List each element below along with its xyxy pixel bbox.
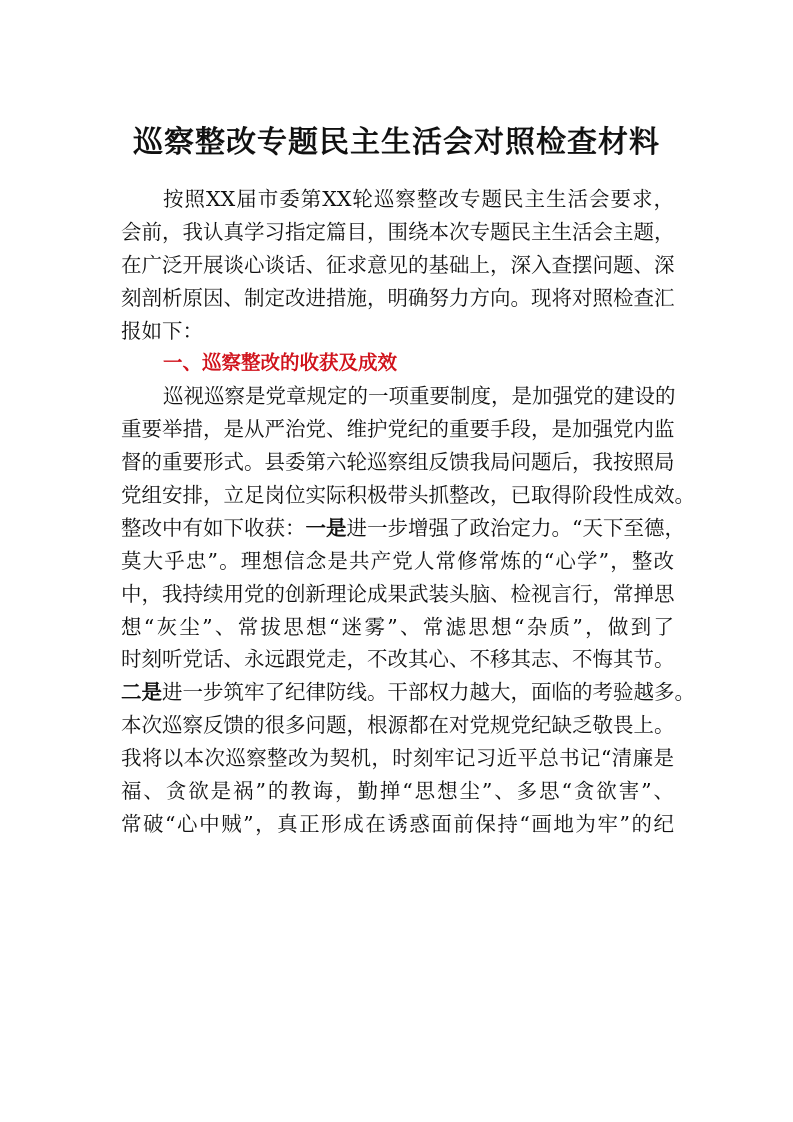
document-body <box>121 183 695 841</box>
paragraph-line: 常破“心中贼”，真正形成在诱惑面前保持“画地为牢”的纪 <box>121 811 674 836</box>
text-run: 进一步增强了政治定力。“天下至德， <box>346 515 685 540</box>
paragraph-line: 莫大乎忠”。理想信念是共产党人常修常炼的“心学”，整改 <box>121 548 674 573</box>
intro-line: 在广泛开展谈心谈话、征求意见的基础上，深入查摆问题、深 <box>121 252 675 277</box>
document-title: 巡察整改专题民主生活会对照检查材料 <box>133 125 660 160</box>
paragraph-line: 督的重要形式。县委第六轮巡察组反馈我局问题后，我按照局 <box>121 450 675 475</box>
paragraph-line: 福、贪欲是祸”的教诲，勤掸“思想尘”、多思“贪欲害”、 <box>121 779 674 804</box>
intro-line: 刻剖析原因、制定改进措施，明确努力方向。现将对照检查汇 <box>121 285 675 310</box>
paragraph-line: 时刻听党话、永远跟党走，不改其心、不移其志、不悔其节。 <box>121 647 675 672</box>
paragraph-line <box>121 512 685 545</box>
text-run: 进一步筑牢了纪律防线。干部权力越大，面临的考验越多。 <box>162 680 695 705</box>
intro-line: 按照XX届市委第XX轮巡察整改专题民主生活会要求， <box>163 187 674 211</box>
paragraph-line: 我将以本次巡察整改为契机，时刻牢记习近平总书记“清廉是 <box>121 746 674 771</box>
paragraph-line: 党组安排，立足岗位实际积极带头抓整改，已取得阶段性成效。 <box>121 483 695 508</box>
paragraph-line: 本次巡察反馈的很多问题，根源都在对党规党纪缺乏敬畏上。 <box>121 713 675 738</box>
emphasis-text: 二是 <box>121 680 162 705</box>
paragraph-line <box>121 676 695 709</box>
emphasis-text: 一是 <box>305 515 347 540</box>
text-run: 整改中有如下收获： <box>121 515 306 540</box>
paragraph-line: 巡视巡察是党章规定的一项重要制度，是加强党的建设的 <box>163 384 676 409</box>
paragraph-line: 重要举措，是从严治党、维护党纪的重要手段，是加强党内监 <box>121 417 675 442</box>
paragraph-line: 想“灰尘”、常拔思想“迷雾”、常滤思想“杂质”，做到了 <box>121 614 674 639</box>
intro-line: 报如下： <box>121 318 203 343</box>
intro-line: 会前，我认真学习指定篇目，围绕本次专题民主生活会主题， <box>121 219 675 244</box>
section-heading: 一、巡察整改的收获及成效 <box>163 351 398 375</box>
paragraph-line: 中，我持续用党的创新理论成果武装头脑、检视言行，常掸思 <box>121 581 675 606</box>
